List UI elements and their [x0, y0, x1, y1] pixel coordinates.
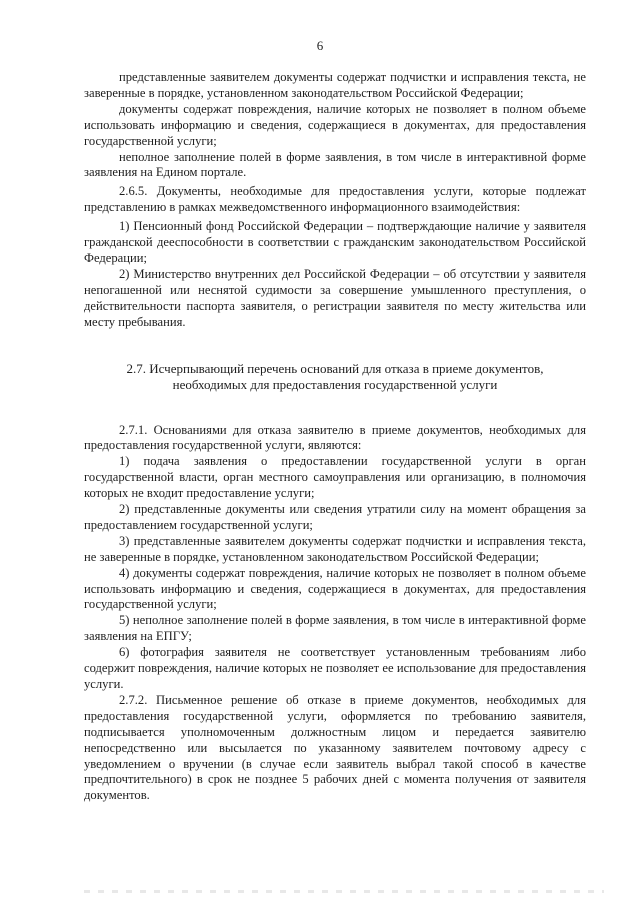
paragraph: 2) Министерство внутренних дел Российской Федерации – об отсутствии у заявителя непогашенной или неснятой судимости за совершение умышленного преступления, о действительности паспорта заявителя, о регистрации заявителя по месту жительства или месту пребывания.: [84, 266, 586, 329]
paragraph: 2.7.1. Основаниями для отказа заявителю в приеме документов, необходимых для предоставления государственной услуги, являются:: [84, 422, 586, 453]
paragraph: 2) представленные документы или сведения утратили силу на момент обращения за предоставлением государственной услуги;: [84, 502, 586, 532]
scan-artifact: [84, 890, 604, 893]
paragraph: 6) фотография заявителя не соответствует установленным требованиям либо содержит повреждения, наличие которых не позволяет ее использование для предоставления услуги.: [84, 645, 586, 691]
paragraph: 2.7.2. Письменное решение об отказе в приеме документов, необходимых для предоставления государственной услуги, оформляется по требованию заявителя, подписывается уполномоченным должностным лицом и передается заявителю непосредственно или высылается по указанному заявителем почтовому адресу с уведомлением о вручении (в случае если заявитель выбрал такой способ в качестве предпочтительного) в срок не позднее 5 рабочих дней с момента получения от заявителя документов.: [84, 692, 586, 803]
section-heading-line: необходимых для предоставления государственной услуги: [172, 376, 498, 392]
paragraph: 4) документы содержат повреждения, наличие которых не позволяет в полном объеме использовать информацию и сведения, содержащиеся в документах, для предоставления государственной услуги;: [84, 565, 586, 612]
page-number: 6: [316, 38, 324, 53]
document-body: [84, 70, 586, 804]
paragraph: 5) неполное заполнение полей в форме заявления, в том числе в интерактивной форме заявления на ЕПГУ;: [84, 613, 586, 644]
paragraph: 2.6.5. Документы, необходимые для предоставления услуги, которые подлежат представлению в рамках межведомственного информационного взаимодействия:: [84, 184, 586, 215]
paragraph: 1) подача заявления о предоставлении государственной услуги в орган государственной власти, орган местного самоуправления или организацию, в полномочия которых не входит предоставление услуги;: [84, 454, 586, 501]
section-heading: [84, 361, 586, 393]
paragraph: неполное заполнение полей в форме заявления, в том числе в интерактивной форме заявления на Едином портале.: [84, 149, 586, 180]
paragraph: представленные заявителем документы содержат подчистки и исправления текста, не заверенные в порядке, установленном законодательством Российской Федерации;: [84, 70, 586, 100]
paragraph: 1) Пенсионный фонд Российской Федерации – подтверждающие наличие у заявителя гражданской дееспособности в соответствии с гражданским законодательством Российской Федерации;: [84, 219, 586, 265]
paragraph: 3) представленные заявителем документы содержат подчистки и исправления текста, не заверенные в порядке, установленном законодательством Российской Федерации;: [84, 533, 586, 564]
paragraph: документы содержат повреждения, наличие которых не позволяет в полном объеме использовать информацию и сведения, содержащиеся в документах, для предоставления государственной услуги;: [84, 101, 586, 148]
section-heading-line: 2.7. Исчерпывающий перечень оснований для отказа в приеме документов,: [126, 360, 544, 376]
